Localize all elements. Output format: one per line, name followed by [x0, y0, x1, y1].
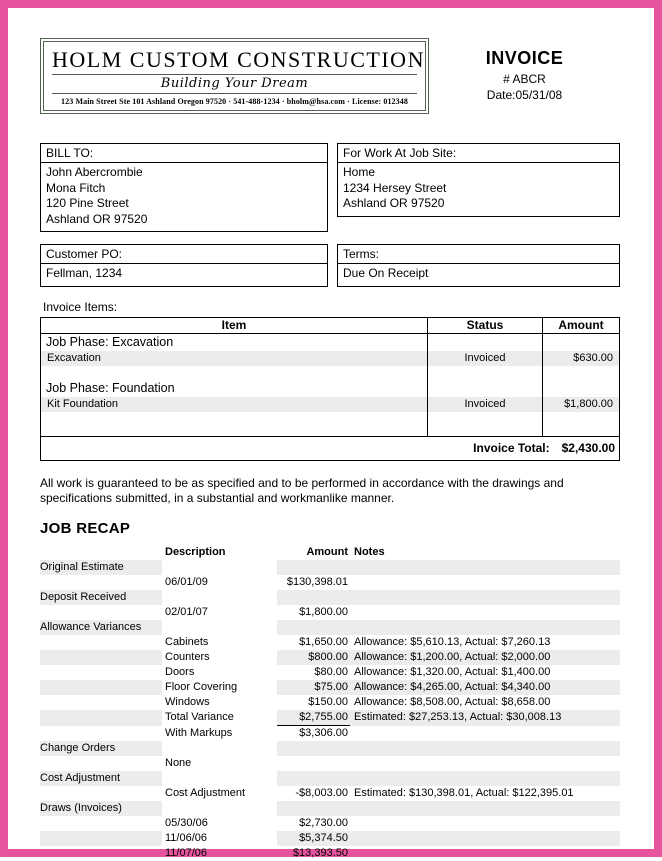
recap-amount: $13,393.50 [292, 846, 348, 859]
amount-cell [542, 334, 619, 351]
invoice-item-row [41, 380, 619, 397]
recap-notes [350, 560, 620, 575]
recap-row [40, 846, 620, 861]
recap-description: 05/30/06 [165, 816, 208, 829]
recap-description: None [165, 756, 192, 769]
recap-section-label [40, 846, 162, 861]
terms-box [337, 244, 620, 287]
amount-cell [542, 366, 619, 380]
recap-amount: $5,374.50 [277, 831, 350, 846]
recap-amount [277, 560, 350, 575]
recap-row [40, 620, 620, 635]
recap-row [40, 831, 620, 846]
recap-section-label: Deposit Received [40, 590, 162, 605]
recap-notes: Allowance: $5,610.13, Actual: $7,260.13 [354, 635, 551, 648]
recap-row [40, 771, 620, 786]
recap-section-label [40, 650, 162, 665]
recap-notes: Allowance: $4,265.00, Actual: $4,340.00 [350, 680, 620, 695]
company-address: 123 Main Street Ste 101 Ashland Oregon 97520 · 541-488-1234 · bholm@hsa.com · License: 012348 [52, 93, 417, 106]
recap-row [40, 665, 620, 680]
job-recap-header [40, 545, 620, 560]
status-cell [427, 334, 542, 351]
column-header-status: Status [427, 318, 542, 333]
status-cell [427, 380, 542, 397]
recap-section-label [40, 575, 162, 590]
recap-description: 11/07/06 [165, 846, 208, 859]
recap-amount: $2,730.00 [299, 816, 348, 829]
invoice-items-header [41, 318, 619, 334]
recap-description: Windows [165, 695, 210, 708]
recap-notes [350, 846, 620, 861]
terms-label: Terms: [338, 247, 619, 264]
recap-amount: $150.00 [308, 695, 348, 708]
recap-section-label [40, 756, 162, 771]
invoice-item-row [41, 412, 619, 436]
recap-row [40, 695, 620, 710]
recap-description: Cost Adjustment [165, 786, 246, 799]
job-site-lines [338, 165, 619, 212]
recap-section-label [40, 695, 162, 710]
recap-amount: $800.00 [277, 650, 350, 665]
recap-notes: Allowance: $1,200.00, Actual: $2,000.00 [350, 650, 620, 665]
recap-row [40, 605, 620, 620]
customer-po-value: Fellman, 1234 [46, 266, 123, 280]
company-name: HOLM CUSTOM CONSTRUCTION [52, 47, 417, 75]
recap-section-label [40, 831, 162, 846]
recap-amount: $80.00 [314, 665, 348, 678]
bill-to-lines [41, 165, 327, 227]
recap-notes [350, 801, 620, 816]
job-site-line: Ashland OR 97520 [343, 196, 445, 210]
recap-notes [350, 756, 620, 771]
invoice-items-body [41, 334, 619, 436]
status-cell [427, 412, 542, 436]
recap-section-label [40, 605, 162, 620]
recap-amount: $1,650.00 [299, 635, 348, 648]
recap-notes: Estimated: $130,398.01, Actual: $122,395.01 [354, 786, 574, 799]
recap-row [40, 590, 620, 605]
status-cell: Invoiced [427, 397, 542, 412]
invoice-item-row [41, 334, 619, 351]
column-header-amount: Amount [542, 318, 619, 333]
job-site-label: For Work At Job Site: [338, 146, 619, 163]
customer-po-label: Customer PO: [41, 247, 327, 264]
recap-row [40, 635, 620, 650]
recap-description: With Markups [165, 726, 233, 739]
recap-row [40, 816, 620, 831]
recap-section-label: Allowance Variances [40, 620, 162, 635]
recap-row [40, 786, 620, 801]
item-cell: Kit Foundation [47, 397, 118, 410]
bill-to-line: 120 Pine Street [46, 196, 129, 210]
job-recap-title: JOB RECAP [40, 519, 131, 537]
recap-row [40, 801, 620, 816]
recap-section-label [40, 665, 162, 680]
terms-value: Due On Receipt [343, 266, 429, 280]
recap-col-notes: Notes [354, 545, 385, 558]
recap-section-label: Cost Adjustment [40, 771, 162, 786]
recap-row [40, 650, 620, 665]
recap-amount: $1,800.00 [299, 605, 348, 618]
recap-section-label: Original Estimate [40, 560, 162, 575]
recap-description [162, 771, 277, 786]
recap-description [162, 590, 277, 605]
recap-description [162, 560, 277, 575]
item-cell: Job Phase: Excavation [46, 334, 174, 349]
company-logo-box [40, 38, 429, 114]
invoice-total-amount: $2,430.00 [561, 440, 615, 455]
recap-notes [350, 575, 620, 590]
recap-amount [277, 741, 350, 756]
invoice-item-row [41, 351, 619, 366]
recap-notes [350, 831, 620, 846]
recap-description: Doors [165, 665, 195, 678]
job-recap-table [40, 545, 620, 861]
bill-to-label: BILL TO: [41, 146, 327, 163]
recap-col-description: Description [165, 545, 226, 558]
status-cell [427, 366, 542, 380]
recap-description [162, 620, 277, 635]
recap-notes [350, 605, 620, 620]
recap-row [40, 680, 620, 695]
invoice-item-row [41, 366, 619, 380]
job-site-line: Home [343, 165, 376, 179]
recap-section-label [40, 726, 162, 741]
recap-notes [350, 590, 620, 605]
recap-section-label: Draws (Invoices) [40, 801, 162, 816]
guarantee-text: All work is guaranteed to be as specified and to be performed in accordance with the drawings and specifications submitted, in a substantial and workmanlike manner. [40, 475, 564, 505]
recap-row [40, 710, 620, 726]
amount-cell [542, 380, 619, 397]
recap-row [40, 726, 620, 741]
invoice-title: INVOICE [485, 48, 564, 68]
recap-description: 02/01/07 [165, 605, 208, 618]
recap-amount [277, 620, 350, 635]
recap-amount [277, 756, 350, 771]
amount-cell: $1,800.00 [542, 397, 619, 412]
company-tagline: Building Your Dream [160, 76, 309, 91]
bill-to-box [40, 143, 328, 232]
recap-notes: Allowance: $8,508.00, Actual: $8,658.00 [354, 695, 551, 708]
recap-description: Total Variance [165, 710, 234, 723]
recap-section-label [40, 816, 162, 831]
recap-description: Floor Covering [165, 680, 238, 693]
invoice-meta [429, 38, 620, 102]
invoice-total-row [41, 436, 619, 460]
recap-section-label [40, 786, 162, 801]
job-site-box [337, 143, 620, 217]
recap-notes [350, 741, 620, 756]
recap-description [162, 801, 277, 816]
recap-section-label [40, 680, 162, 695]
invoice-items-table [40, 317, 620, 461]
recap-notes [350, 726, 620, 741]
bill-to-line: Mona Fitch [46, 180, 106, 195]
invoice-date: Date:05/31/08 [486, 88, 563, 102]
recap-amount [277, 771, 350, 786]
invoice-item-row [41, 397, 619, 412]
bill-to-line: Ashland OR 97520 [46, 211, 148, 226]
recap-section-label [40, 710, 162, 726]
invoice-number: # ABCR [503, 72, 546, 86]
invoice-total-label: Invoice Total: [473, 440, 550, 455]
recap-description: 11/06/06 [165, 831, 208, 844]
recap-row [40, 756, 620, 771]
item-cell: Job Phase: Foundation [46, 380, 175, 395]
recap-notes [350, 816, 620, 831]
recap-description [162, 741, 277, 756]
customer-po-box [40, 244, 328, 287]
recap-row [40, 741, 620, 756]
recap-amount [277, 590, 350, 605]
item-cell: Excavation [47, 351, 101, 364]
recap-amount: $75.00 [277, 680, 350, 695]
amount-cell [542, 412, 619, 436]
recap-description: 06/01/09 [165, 575, 208, 588]
recap-notes [350, 620, 620, 635]
recap-description: Cabinets [165, 635, 209, 648]
job-recap-body [40, 560, 620, 861]
recap-amount: $3,306.00 [299, 726, 348, 739]
column-header-item: Item [221, 317, 247, 332]
recap-col-blank [40, 545, 162, 560]
recap-col-amount: Amount [306, 545, 348, 558]
item-cell [41, 366, 427, 380]
recap-row [40, 560, 620, 575]
recap-amount: -$8,003.00 [295, 786, 348, 799]
item-cell [41, 412, 427, 436]
recap-notes: Estimated: $27,253.13, Actual: $30,008.13 [350, 710, 620, 726]
recap-amount: $2,755.00 [277, 710, 350, 726]
amount-cell: $630.00 [542, 351, 619, 366]
recap-amount: $130,398.01 [286, 575, 348, 588]
recap-amount [277, 801, 350, 816]
invoice-items-section-label: Invoice Items: [43, 299, 118, 314]
recap-section-label: Change Orders [40, 741, 162, 756]
recap-notes: Allowance: $1,320.00, Actual: $1,400.00 [354, 665, 551, 678]
recap-description: Counters [165, 650, 210, 663]
recap-section-label [40, 635, 162, 650]
job-site-line: 1234 Hersey Street [343, 180, 447, 195]
page-header [40, 38, 620, 114]
bill-to-line: John Abercrombie [46, 165, 143, 179]
recap-row [40, 575, 620, 590]
recap-notes [350, 771, 620, 786]
status-cell: Invoiced [427, 351, 542, 366]
